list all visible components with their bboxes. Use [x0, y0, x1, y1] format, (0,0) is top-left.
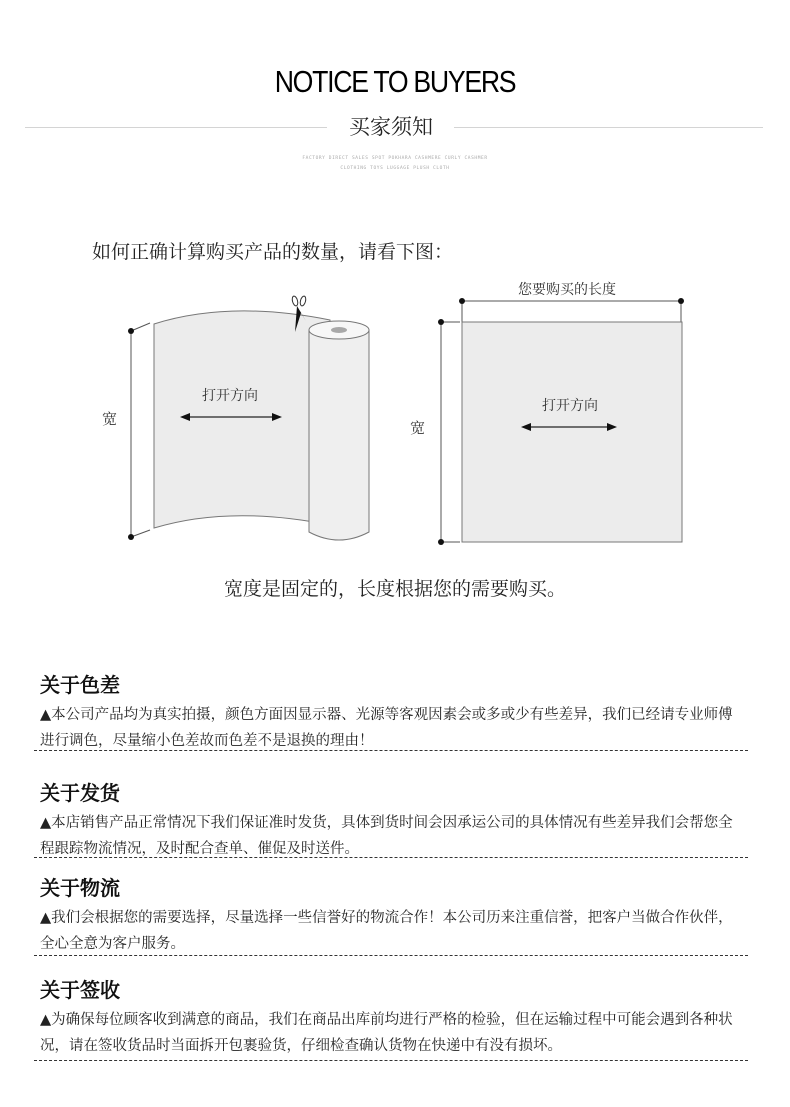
section-body: ▲本店销售产品正常情况下我们保证准时发货，具体到货时间会因承运公司的具体情况有些差异我们会帮您全程跟踪物流情况，及时配合查单、催促及时送件。	[40, 815, 733, 857]
right-width-label: 宽	[410, 419, 426, 437]
section-shipping	[40, 780, 750, 862]
section-title: 关于色差	[40, 673, 120, 697]
tagline-line-1: FACTORY DIRECT SALES SPOT POKHARA CASHMERE CURLY CASHMER	[302, 156, 488, 161]
fabric-roll-icon	[309, 321, 369, 540]
section-title: 关于发货	[40, 781, 120, 805]
section-receipt	[40, 977, 750, 1059]
section-title: 关于签收	[40, 978, 120, 1002]
left-width-label: 宽	[102, 410, 118, 428]
right-direction-label: 打开方向	[542, 398, 598, 414]
fabric-diagrams	[0, 280, 790, 565]
guide-summary: 宽度是固定的，长度根据您的需要购买。	[223, 578, 566, 600]
subtitle-rule-right	[454, 127, 763, 128]
section-logistics	[40, 875, 750, 957]
cut-piece-diagram	[410, 281, 684, 545]
subtitle-row	[0, 112, 790, 142]
dashed-divider	[34, 750, 748, 751]
page-title: NOTICE TO BUYERS	[274, 64, 516, 99]
subtitle-rule-left	[25, 127, 327, 128]
guide-question: 如何正确计算购买产品的数量，请看下图：	[92, 241, 454, 263]
page-subtitle: 买家须知	[349, 115, 433, 139]
section-color-difference	[40, 672, 750, 754]
tagline	[0, 154, 790, 174]
dashed-divider	[34, 955, 748, 956]
section-body: ▲为确保每位顾客收到满意的商品，我们在商品出库前均进行严格的检验，但在运输过程中可能会遇到各种状况，请在签收货品时当面拆开包裹验货，仔细检查确认货物在快递中有没有损坏。	[40, 1012, 733, 1054]
section-title: 关于物流	[40, 876, 120, 900]
dashed-divider	[34, 857, 748, 858]
section-body: ▲我们会根据您的需要选择，尽量选择一些信誉好的物流合作！本公司历来注重信誉，把客户当做合作伙伴，全心全意为客户服务。	[40, 910, 733, 952]
length-label: 您要购买的长度	[518, 282, 616, 298]
left-direction-label: 打开方向	[202, 388, 258, 404]
dashed-divider	[34, 1060, 748, 1061]
tagline-line-2: CLOTHING TOYS LUGGAGE PLUSH CLOTH	[340, 166, 450, 171]
section-body: ▲本公司产品均为真实拍摄，颜色方面因显示器、光源等客观因素会或多或少有些差异，我们已经请专业师傅进行调色，尽量缩小色差故而色差不是退换的理由！	[40, 707, 733, 749]
fabric-roll-diagram	[102, 296, 369, 540]
